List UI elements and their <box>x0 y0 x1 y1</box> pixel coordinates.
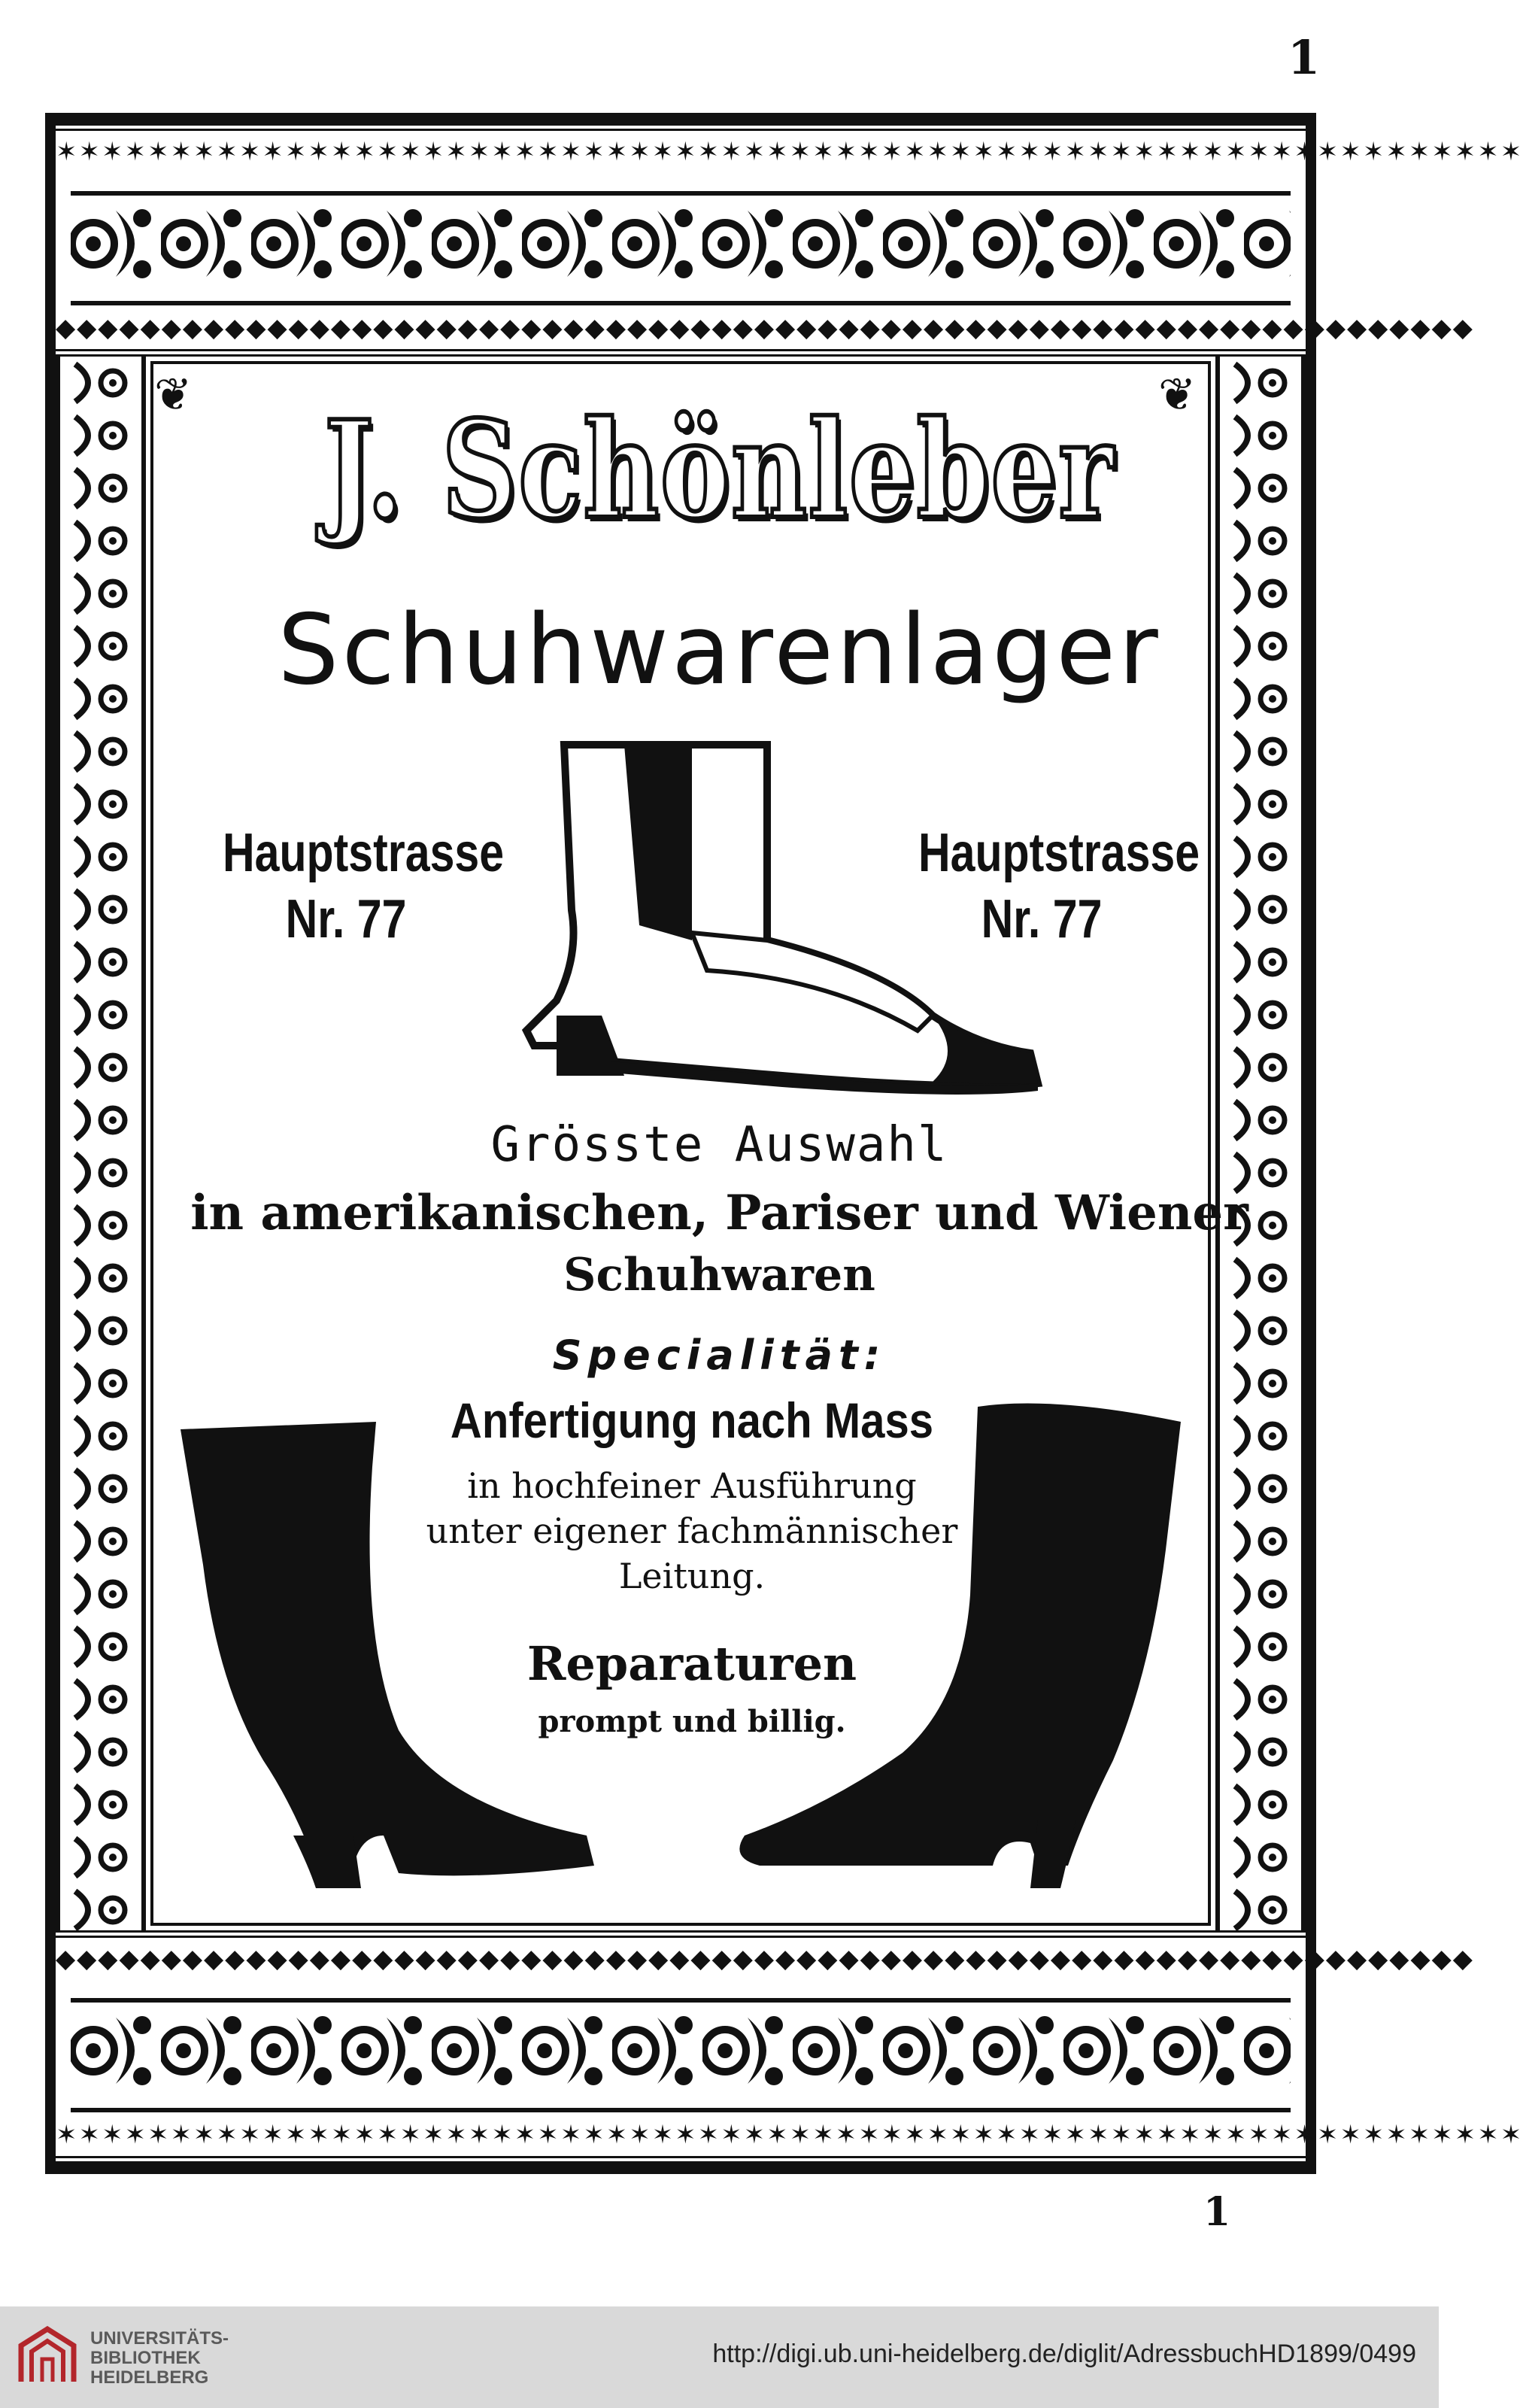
selection-goods: Schuhwaren <box>563 1249 875 1301</box>
selection-detail: in amerikanischen, Pariser und Wiener <box>190 1185 1248 1241</box>
library-logo-icon <box>15 2323 80 2388</box>
address-street: Hauptstrasse <box>918 823 1200 883</box>
ornament-stars-row: ✶✶✶✶✶✶✶✶✶✶✶✶✶✶✶✶✶✶✶✶✶✶✶✶✶✶✶✶✶✶✶✶✶✶✶✶✶✶✶✶✶✶✶✶✶✶✶✶✶✶✶✶✶✶✶✶✶✶✶✶✶✶✶✶ <box>56 137 1523 167</box>
library-name-line: HEIDELBERG <box>90 2367 209 2388</box>
page-number-top: 1 <box>1288 30 1321 85</box>
corner-ornament-icon: ❦ <box>154 369 193 421</box>
corner-ornament-icon: ❦ <box>1158 369 1197 421</box>
page-number-bottom: 1 <box>1203 2189 1231 2235</box>
shoe-illustration-icon <box>511 730 1053 1106</box>
ornament-band-top <box>56 123 1523 357</box>
shop-subtitle: Schuhwarenlager <box>278 594 1161 706</box>
boot-illustration-icon <box>714 1399 1188 1896</box>
ornament-band-bottom <box>56 1930 1523 2164</box>
address-number: Nr. 77 <box>981 889 1103 949</box>
specialty-line: in hochfeiner Ausführung <box>467 1465 917 1506</box>
digitization-footer <box>0 2306 1439 2408</box>
ornament-scroll-row <box>71 191 1291 305</box>
ornament-scroll-row <box>71 1998 1291 2112</box>
library-name-line: BIBLIOTHEK <box>90 2348 201 2368</box>
selection-heading: Grösste Auswahl <box>490 1117 948 1173</box>
address-left <box>223 820 505 952</box>
specialty-line: unter eigener fachmännischer <box>426 1511 958 1551</box>
boot-illustration-icon <box>173 1414 609 1896</box>
address-number: Nr. 77 <box>285 889 407 949</box>
library-name <box>90 2329 229 2388</box>
shop-owner-name: J. Schönleber <box>324 391 1115 548</box>
specialty-line: Leitung. <box>618 1556 766 1596</box>
address-street: Hauptstrasse <box>223 823 505 883</box>
library-name-line: UNIVERSITÄTS- <box>90 2328 229 2349</box>
ornament-stars-row: ✶✶✶✶✶✶✶✶✶✶✶✶✶✶✶✶✶✶✶✶✶✶✶✶✶✶✶✶✶✶✶✶✶✶✶✶✶✶✶✶✶✶✶✶✶✶✶✶✶✶✶✶✶✶✶✶✶✶✶✶✶✶✶✶ <box>56 2120 1523 2150</box>
specialty-title: Anfertigung nach Mass <box>450 1392 934 1448</box>
repairs-title: Reparaturen <box>526 1636 857 1691</box>
ornament-stars-row: ◆◆◆◆◆◆◆◆◆◆◆◆◆◆◆◆◆◆◆◆◆◆◆◆◆◆◆◆◆◆◆◆◆◆◆◆◆◆◆◆◆◆◆◆◆◆◆◆◆◆◆◆◆◆◆◆◆◆◆◆◆◆◆◆◆◆◆ <box>56 313 1474 343</box>
ornament-stars-row: ◆◆◆◆◆◆◆◆◆◆◆◆◆◆◆◆◆◆◆◆◆◆◆◆◆◆◆◆◆◆◆◆◆◆◆◆◆◆◆◆◆◆◆◆◆◆◆◆◆◆◆◆◆◆◆◆◆◆◆◆◆◆◆◆◆◆◆ <box>56 1944 1474 1974</box>
source-url-link[interactable]: http://digi.ub.uni-heidelberg.de/diglit/AdressbuchHD1899/0499 <box>712 2340 1416 2368</box>
repairs-detail: prompt und billig. <box>538 1704 846 1739</box>
specialty-label: Specialität: <box>552 1332 887 1379</box>
